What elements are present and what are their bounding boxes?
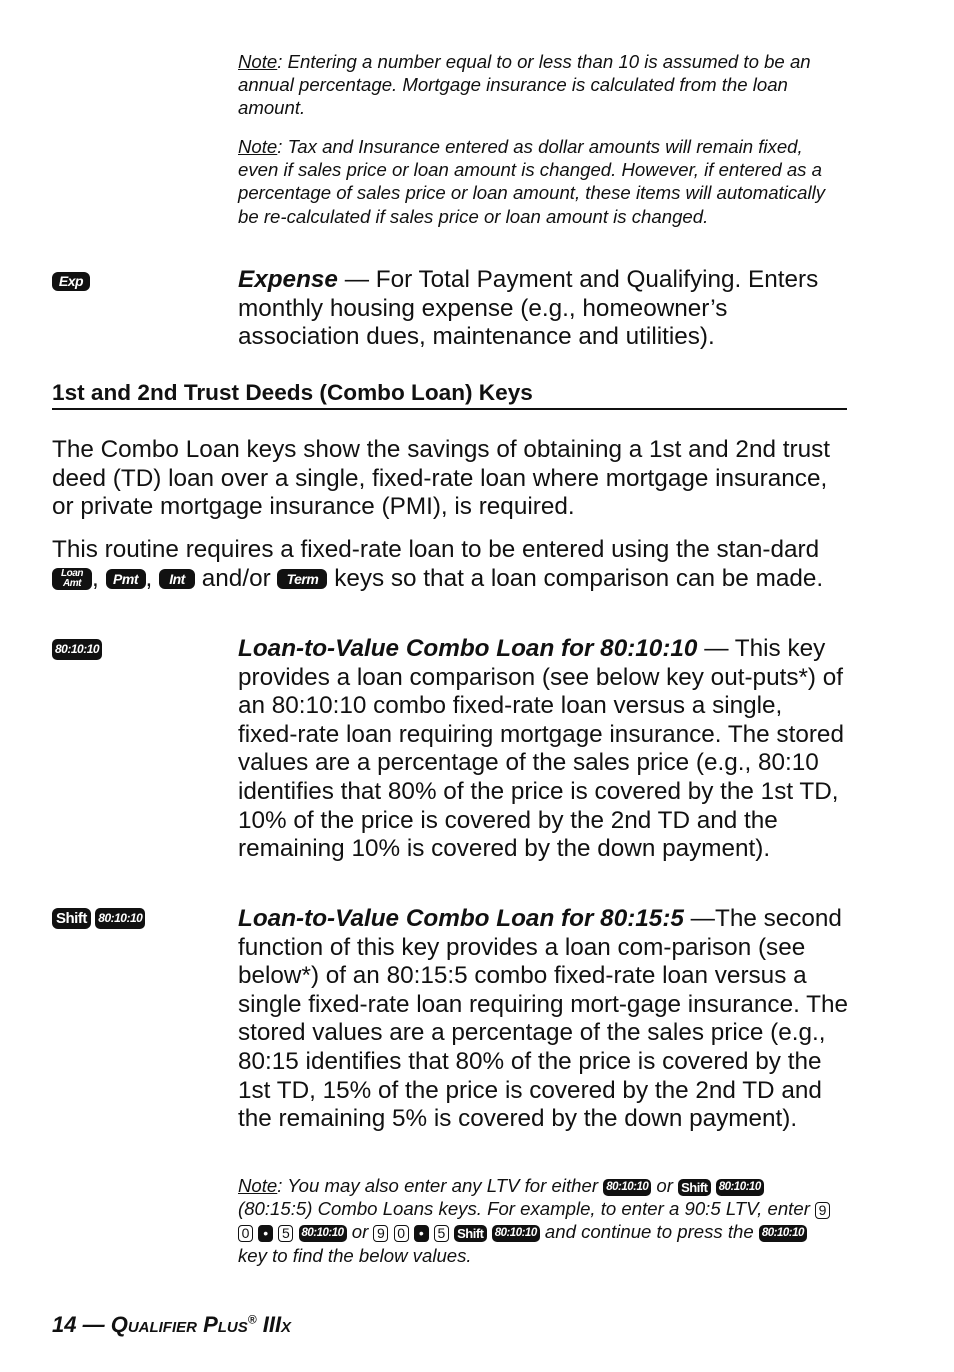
combo-intro-paragraph: The Combo Loan keys show the savings of obtaining a 1st and 2nd trust deed (TD) loan over a single, fixed-rate loan where mortgage insurance, or private mortgage insurance (PMI), is required. bbox=[52, 436, 830, 521]
note-text: : Entering a number equal to or less than 10 is assumed to be an annual percentage. Mortgage insurance is calculated from the loan amount. bbox=[238, 51, 811, 119]
expense-dash: — bbox=[337, 266, 376, 293]
note3-a: : You may also enter any LTV for either bbox=[277, 1175, 604, 1196]
note-text: : Tax and Insurance entered as dollar amounts will remain fixed, even if sales price or loan amount is changed. However, if entered as a percentage of sales price or loan amount, these items will automatically be re-calculated if sales price or loan amount is changed. bbox=[238, 136, 826, 227]
combo-key-cap: 80:10:10 bbox=[492, 1225, 540, 1242]
combo-80-10-10-key bbox=[52, 639, 102, 660]
routine-paragraph bbox=[52, 536, 848, 593]
ltv-80-10-10-dash: — bbox=[697, 635, 735, 662]
combo-key-cap: 80:10:10 bbox=[95, 908, 145, 929]
shift-combo-keys bbox=[52, 908, 145, 929]
combo-key-cap: 80:10:10 bbox=[759, 1225, 807, 1242]
loan-amt-key bbox=[52, 568, 92, 590]
decimal-key: • bbox=[258, 1225, 273, 1242]
decimal-key: • bbox=[414, 1225, 429, 1242]
exp-key-cap: Exp bbox=[52, 272, 90, 291]
nine-key: 9 bbox=[815, 1202, 830, 1219]
product-model: IIIx bbox=[256, 1312, 292, 1337]
page-footer bbox=[52, 1312, 291, 1338]
note-tax-insurance bbox=[238, 135, 838, 228]
note3-b: or bbox=[651, 1175, 679, 1196]
shift-key: Shift bbox=[52, 908, 91, 929]
pmt-key: Pmt bbox=[106, 569, 146, 589]
zero-key: 0 bbox=[238, 1225, 253, 1242]
note-label: Note bbox=[238, 136, 278, 157]
five-key: 5 bbox=[278, 1225, 293, 1242]
expense-definition bbox=[238, 266, 848, 352]
shift-key: Shift bbox=[454, 1225, 486, 1242]
product-name: Qualifier Plus bbox=[110, 1312, 248, 1337]
shift-key: Shift bbox=[678, 1179, 710, 1196]
note3-c: (80:15:5) Combo Loans keys. For example, to enter a 90:5 LTV, enter bbox=[238, 1198, 816, 1220]
exp-key bbox=[52, 272, 90, 291]
section-heading: 1st and 2nd Trust Deeds (Combo Loan) Keys bbox=[52, 380, 847, 410]
page-number: 14 — bbox=[52, 1312, 111, 1337]
five-key: 5 bbox=[434, 1225, 449, 1242]
ltv-80-15-5-dash: — bbox=[683, 905, 715, 932]
ltv-80-15-5-text: The second function of this key provides a loan com-parison (see below*) of an 80:15:5 combo fixed-rate loan versus a single fixed-rate loan requiring mort-gage insurance. The stored values are a percentage of the sales price (e.g., 80:15 identifies that 80% of the price is covered by the 1st TD, 15% of the price is covered by the 2nd TD and the remaining 5% is covered by the down payment). bbox=[238, 905, 849, 1133]
int-key: Int bbox=[159, 569, 195, 589]
note3-d: or bbox=[346, 1221, 374, 1243]
note-label: Note bbox=[238, 1175, 278, 1196]
loan-amt-key-top: Loan bbox=[61, 568, 83, 580]
note-loan-insurance bbox=[238, 50, 838, 120]
ltv-80-15-5-term: Loan-to-Value Combo Loan for 80:15:5 bbox=[238, 905, 684, 932]
ltv-80-10-10-term: Loan-to-Value Combo Loan for 80:10:10 bbox=[238, 635, 698, 662]
ltv-80-10-10-definition bbox=[238, 635, 848, 864]
note3-f: key to find the below values. bbox=[238, 1244, 472, 1266]
ltv-80-10-10-text: This key provides a loan comparison (see below key out-puts*) of an 80:10:10 combo fixed-rate loan versus a single, fixed-rate loan requiring mortgage insurance. The stored values are a percentage of the sales price (e.g., 80:10 identifies that 80% of the price is covered by the 1st TD, 10% of the price is covered by the 2nd TD and the remaining 10% is covered by the down payment). bbox=[238, 635, 844, 863]
comma: , bbox=[145, 564, 160, 592]
routine-text-a: This routine requires a fixed-rate loan to be entered using the stan-dard bbox=[52, 536, 820, 563]
nine-key: 9 bbox=[373, 1225, 388, 1242]
combo-key-cap: 80:10:10 bbox=[52, 639, 102, 660]
expense-term: Expense bbox=[238, 266, 338, 293]
comma: , bbox=[92, 564, 106, 592]
expense-text: For Total Payment and Qualifying. Enters monthly housing expense (e.g., homeowner’s association dues, maintenance and utilities). bbox=[238, 266, 819, 351]
combo-key-cap: 80:10:10 bbox=[299, 1225, 347, 1242]
zero-key: 0 bbox=[394, 1225, 409, 1242]
note-ltv-entry bbox=[238, 1174, 838, 1267]
combo-key-cap: 80:10:10 bbox=[716, 1179, 764, 1196]
term-key: Term bbox=[277, 569, 327, 589]
routine-text-b: keys so that a loan comparison can be made. bbox=[327, 564, 824, 592]
ltv-80-15-5-definition bbox=[238, 905, 848, 1134]
note3-e: and continue to press the bbox=[539, 1221, 759, 1243]
registered-mark: ® bbox=[247, 1312, 257, 1327]
note-label: Note bbox=[238, 51, 278, 72]
loan-amt-key-bottom: Amt bbox=[63, 578, 81, 590]
combo-key-cap: 80:10:10 bbox=[603, 1179, 651, 1196]
andor-text: and/or bbox=[195, 564, 278, 592]
